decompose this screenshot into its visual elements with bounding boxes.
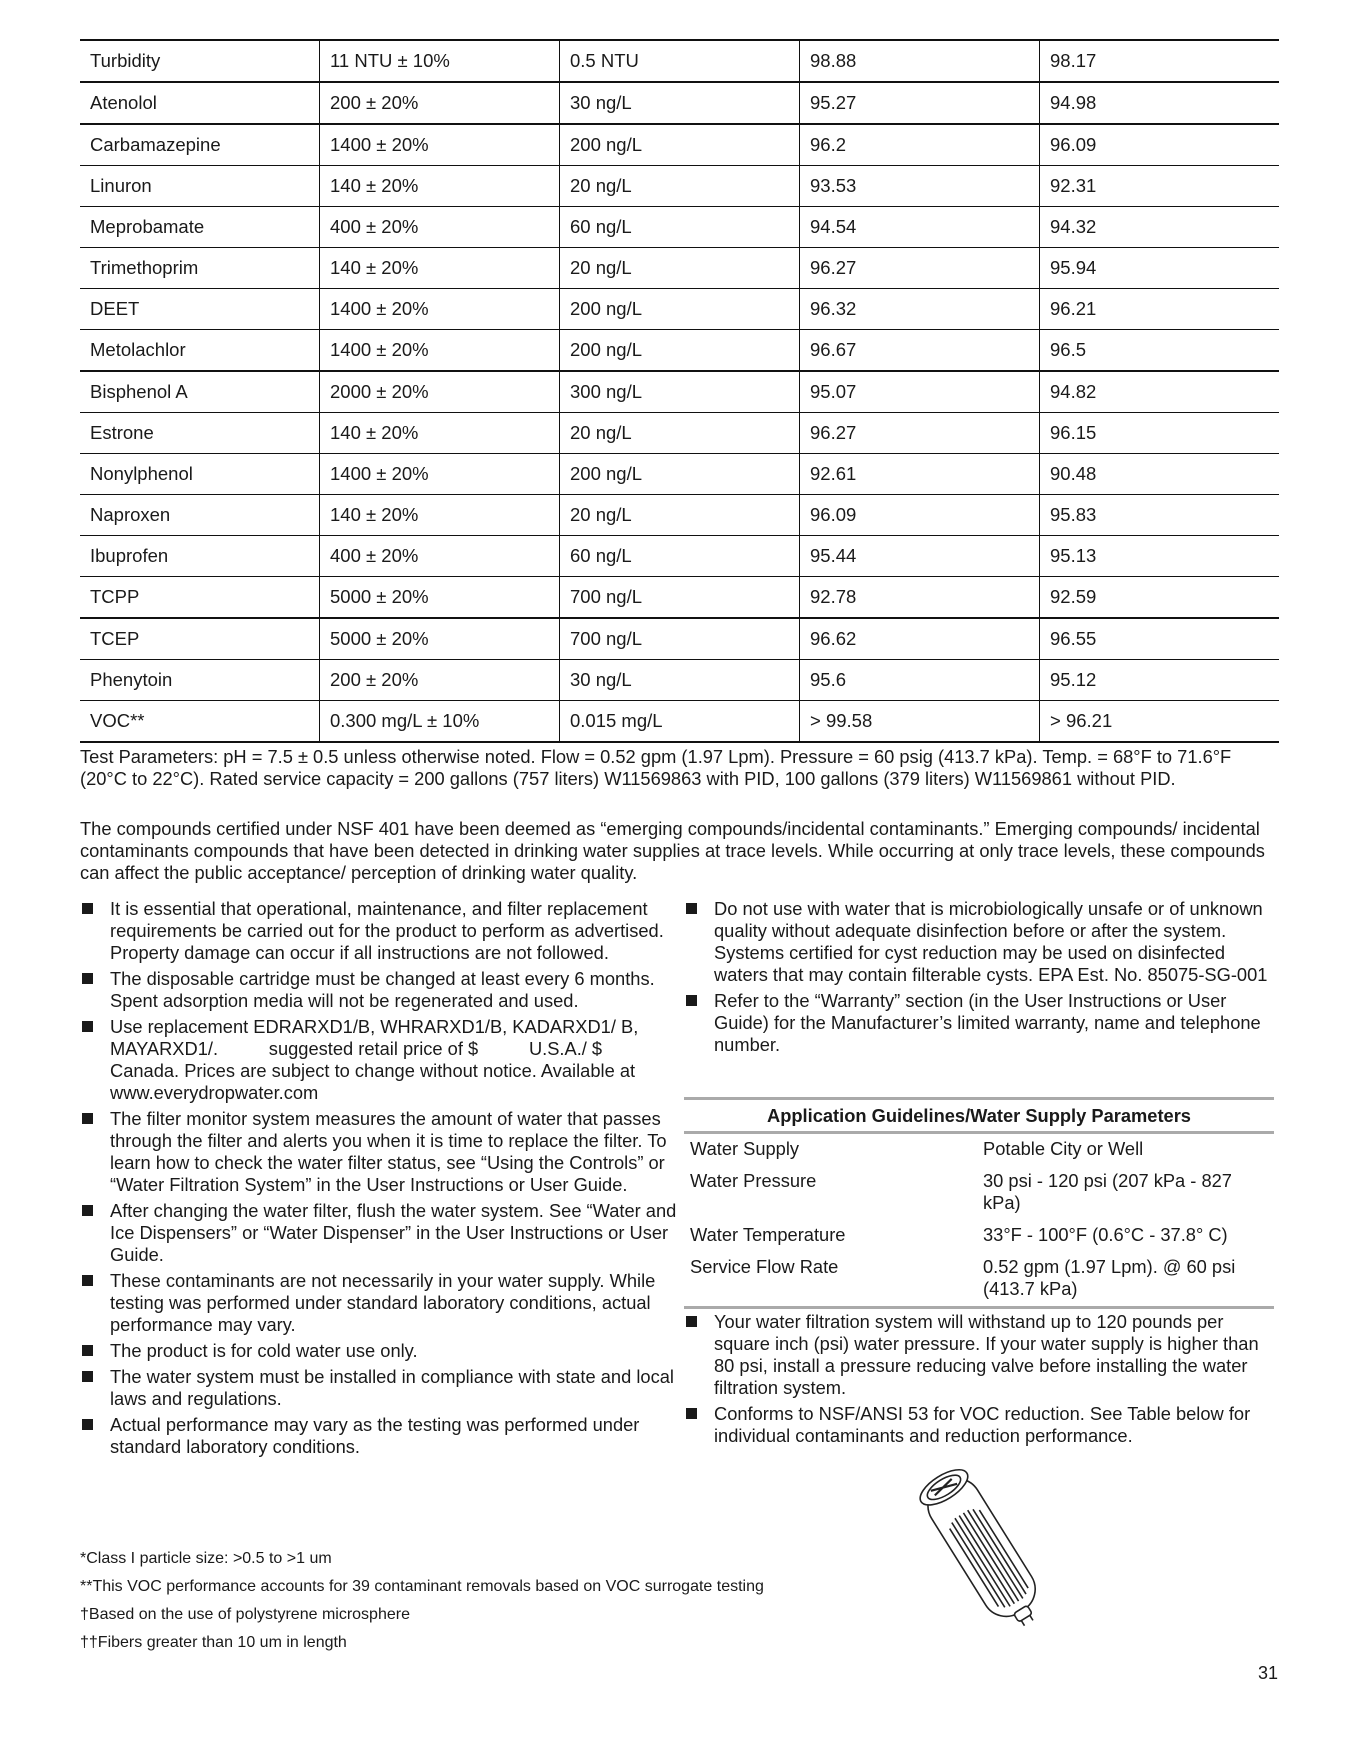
contaminant-name: Naproxen	[80, 495, 320, 536]
guideline-value: 30 psi - 120 psi (207 kPa - 827 kPa)	[983, 1170, 1232, 1213]
avg-reduction: 93.53	[800, 166, 1040, 207]
bullet-square-icon	[82, 1419, 93, 1430]
test-parameters: Test Parameters: pH = 7.5 ± 0.5 unless otherwise noted. Flow = 0.52 gpm (1.97 Lpm). Pressure = 60 psig (413.7 kPa). Temp. = 68°F to 71.6°F (20°C to 22°C). Rated service capacity = 200 gallons (757 liters) W11569863 with PID, 100 gallons (379 liters) W11569861 without PID.	[80, 746, 1232, 789]
contaminant-name: Bisphenol A	[80, 371, 320, 413]
max-effluent: 60 ng/L	[560, 536, 800, 577]
max-effluent: 200 ng/L	[560, 330, 800, 372]
min-reduction: 94.82	[1040, 371, 1280, 413]
list-item: The water system must be installed in compliance with state and local laws and regulations.	[80, 1366, 680, 1410]
avg-reduction: 98.88	[800, 40, 1040, 82]
guideline-label: Water Pressure	[690, 1170, 817, 1191]
avg-reduction: 96.09	[800, 495, 1040, 536]
max-effluent: 60 ng/L	[560, 207, 800, 248]
avg-reduction: 92.61	[800, 454, 1040, 495]
footnote: †Based on the use of polystyrene microsphere	[80, 1606, 410, 1623]
guideline-row	[684, 1134, 1274, 1166]
influent-challenge: 140 ± 20%	[320, 495, 560, 536]
influent-challenge: 5000 ± 20%	[320, 618, 560, 660]
min-reduction: 92.59	[1040, 577, 1280, 619]
contaminant-name: Estrone	[80, 413, 320, 454]
max-effluent: 20 ng/L	[560, 413, 800, 454]
min-reduction: 95.12	[1040, 660, 1280, 701]
contaminant-reduction-table	[80, 39, 1279, 743]
avg-reduction: 95.07	[800, 371, 1040, 413]
min-reduction: 96.5	[1040, 330, 1280, 372]
bullet-square-icon	[686, 1316, 697, 1327]
min-reduction: 95.94	[1040, 248, 1280, 289]
guideline-row	[684, 1166, 1274, 1220]
max-effluent: 700 ng/L	[560, 618, 800, 660]
min-reduction: 94.98	[1040, 82, 1280, 124]
contaminant-name: TCEP	[80, 618, 320, 660]
min-reduction: 96.55	[1040, 618, 1280, 660]
contaminant-name: Ibuprofen	[80, 536, 320, 577]
influent-challenge: 200 ± 20%	[320, 82, 560, 124]
max-effluent: 30 ng/L	[560, 660, 800, 701]
bullet-square-icon	[82, 973, 93, 984]
list-item: It is essential that operational, maintenance, and filter replacement requirements be carried out for the product to perform as advertised. Property damage can occur if all instructions are not followed.	[80, 898, 680, 964]
min-reduction: 96.15	[1040, 413, 1280, 454]
table-row	[80, 660, 1279, 701]
max-effluent: 20 ng/L	[560, 248, 800, 289]
table-row	[80, 124, 1279, 166]
contaminant-name: Trimethoprim	[80, 248, 320, 289]
influent-challenge: 400 ± 20%	[320, 207, 560, 248]
influent-challenge: 1400 ± 20%	[320, 330, 560, 372]
avg-reduction: 95.27	[800, 82, 1040, 124]
footnote: **This VOC performance accounts for 39 contaminant removals based on VOC surrogate testing	[80, 1578, 764, 1595]
contaminant-name: VOC**	[80, 701, 320, 743]
table-row	[80, 330, 1279, 372]
influent-challenge: 140 ± 20%	[320, 166, 560, 207]
table-row	[80, 371, 1279, 413]
influent-challenge: 140 ± 20%	[320, 248, 560, 289]
max-effluent: 700 ng/L	[560, 577, 800, 619]
list-item: Actual performance may vary as the testing was performed under standard laboratory conditions.	[80, 1414, 680, 1458]
guideline-label: Water Temperature	[690, 1224, 846, 1245]
footnote: *Class I particle size: >0.5 to >1 um	[80, 1550, 332, 1567]
table-row	[80, 82, 1279, 124]
table-row	[80, 536, 1279, 577]
influent-challenge: 2000 ± 20%	[320, 371, 560, 413]
contaminant-name: Atenolol	[80, 82, 320, 124]
right-bullet-list	[684, 898, 1282, 1060]
list-item: The disposable cartridge must be changed at least every 6 months. Spent adsorption media will not be regenerated and used.	[80, 968, 680, 1012]
list-item: The filter monitor system measures the amount of water that passes through the filter and alerts you when it is time to replace the filter. To learn how to check the water filter status, see “Using the Controls” or “Water Filtration System” in the User Instructions or User Guide.	[80, 1108, 680, 1196]
bullet-square-icon	[686, 995, 697, 1006]
table-row	[80, 289, 1279, 330]
guideline-row	[684, 1220, 1274, 1252]
avg-reduction: 94.54	[800, 207, 1040, 248]
table-row	[80, 248, 1279, 289]
bullet-square-icon	[82, 1371, 93, 1382]
max-effluent: 20 ng/L	[560, 166, 800, 207]
contaminant-name: Meprobamate	[80, 207, 320, 248]
guideline-row	[684, 1252, 1274, 1306]
avg-reduction: 95.6	[800, 660, 1040, 701]
max-effluent: 0.5 NTU	[560, 40, 800, 82]
max-effluent: 300 ng/L	[560, 371, 800, 413]
contaminant-name: Linuron	[80, 166, 320, 207]
influent-challenge: 200 ± 20%	[320, 660, 560, 701]
table-row	[80, 577, 1279, 619]
avg-reduction: > 99.58	[800, 701, 1040, 743]
avg-reduction: 96.62	[800, 618, 1040, 660]
contaminant-name: Carbamazepine	[80, 124, 320, 166]
min-reduction: 96.09	[1040, 124, 1280, 166]
bullet-square-icon	[686, 903, 697, 914]
avg-reduction: 96.32	[800, 289, 1040, 330]
guideline-label: Service Flow Rate	[690, 1256, 839, 1277]
list-item: The product is for cold water use only.	[80, 1340, 680, 1362]
table-row	[80, 454, 1279, 495]
min-reduction: 95.83	[1040, 495, 1280, 536]
table-row	[80, 618, 1279, 660]
influent-challenge: 1400 ± 20%	[320, 289, 560, 330]
right-bullet-list-lower	[684, 1311, 1282, 1451]
table-row	[80, 701, 1279, 743]
contaminant-name: Metolachlor	[80, 330, 320, 372]
min-reduction: > 96.21	[1040, 701, 1280, 743]
min-reduction: 94.32	[1040, 207, 1280, 248]
guideline-value: 33°F - 100°F (0.6°C - 37.8° C)	[983, 1224, 1228, 1245]
avg-reduction: 92.78	[800, 577, 1040, 619]
bullet-square-icon	[82, 1021, 93, 1032]
list-item: Conforms to NSF/ANSI 53 for VOC reduction. See Table below for individual contaminants and reduction performance.	[684, 1403, 1282, 1447]
min-reduction: 98.17	[1040, 40, 1280, 82]
application-guidelines-title: Application Guidelines/Water Supply Parameters	[767, 1105, 1191, 1126]
contaminant-name: Nonylphenol	[80, 454, 320, 495]
max-effluent: 20 ng/L	[560, 495, 800, 536]
contaminant-name: Turbidity	[80, 40, 320, 82]
max-effluent: 200 ng/L	[560, 454, 800, 495]
max-effluent: 30 ng/L	[560, 82, 800, 124]
contaminant-name: TCPP	[80, 577, 320, 619]
influent-challenge: 1400 ± 20%	[320, 124, 560, 166]
water-filter-cartridge-icon	[905, 1445, 1055, 1645]
bullet-square-icon	[82, 1345, 93, 1356]
contaminant-name: DEET	[80, 289, 320, 330]
list-item: Refer to the “Warranty” section (in the User Instructions or User Guide) for the Manufacturer’s limited warranty, name and telephone number.	[684, 990, 1282, 1056]
footnote: ††Fibers greater than 10 um in length	[80, 1634, 347, 1651]
avg-reduction: 96.27	[800, 413, 1040, 454]
avg-reduction: 96.2	[800, 124, 1040, 166]
bullet-square-icon	[686, 1408, 697, 1419]
avg-reduction: 95.44	[800, 536, 1040, 577]
list-item: Do not use with water that is microbiologically unsafe or of unknown quality without adequate disinfection before or after the system. Systems certified for cyst reduction may be used on disinfected waters that may contain filterable cysts. EPA Est. No. 85075-SG-001	[684, 898, 1282, 986]
table-row	[80, 40, 1279, 82]
influent-challenge: 140 ± 20%	[320, 413, 560, 454]
nsf401-note: The compounds certified under NSF 401 have been deemed as “emerging compounds/incidental contaminants.” Emerging compounds/ incidental contaminants compounds that have been detected in drinking water supplies at trace levels. While occurring at only trace levels, these compounds can affect the public acceptance/ perception of drinking water quality.	[80, 818, 1265, 883]
table-row	[80, 413, 1279, 454]
bullet-square-icon	[82, 1113, 93, 1124]
influent-challenge: 0.300 mg/L ± 10%	[320, 701, 560, 743]
avg-reduction: 96.27	[800, 248, 1040, 289]
list-item: Your water filtration system will withstand up to 120 pounds per square inch (psi) water pressure. If your water supply is higher than 80 psi, install a pressure reducing valve before installing the water filtration system.	[684, 1311, 1282, 1399]
influent-challenge: 1400 ± 20%	[320, 454, 560, 495]
divider	[684, 1306, 1274, 1309]
table-row	[80, 207, 1279, 248]
list-item: These contaminants are not necessarily in your water supply. While testing was performed under standard laboratory conditions, actual performance may vary.	[80, 1270, 680, 1336]
max-effluent: 200 ng/L	[560, 124, 800, 166]
influent-challenge: 5000 ± 20%	[320, 577, 560, 619]
application-guidelines-table	[684, 1097, 1274, 1309]
avg-reduction: 96.67	[800, 330, 1040, 372]
bullet-square-icon	[82, 1205, 93, 1216]
contaminant-name: Phenytoin	[80, 660, 320, 701]
min-reduction: 92.31	[1040, 166, 1280, 207]
table-row	[80, 166, 1279, 207]
bullet-square-icon	[82, 1275, 93, 1286]
page-number: 31	[1258, 1663, 1279, 1683]
min-reduction: 95.13	[1040, 536, 1280, 577]
min-reduction: 90.48	[1040, 454, 1280, 495]
min-reduction: 96.21	[1040, 289, 1280, 330]
list-item: Use replacement EDRARXD1/B, WHRARXD1/B, KADARXD1/ B, MAYARXD1/. suggested retail price of $ U.S.A./ $ Canada. Prices are subject to change without notice. Available at www.everydropwater.com	[80, 1016, 680, 1104]
influent-challenge: 11 NTU ± 10%	[320, 40, 560, 82]
table-row	[80, 495, 1279, 536]
guideline-label: Water Supply	[690, 1138, 800, 1159]
influent-challenge: 400 ± 20%	[320, 536, 560, 577]
list-item: After changing the water filter, flush the water system. See “Water and Ice Dispensers” or “Water Dispenser” in the User Instructions or User Guide.	[80, 1200, 680, 1266]
max-effluent: 0.015 mg/L	[560, 701, 800, 743]
max-effluent: 200 ng/L	[560, 289, 800, 330]
bullet-square-icon	[82, 903, 93, 914]
guideline-value: 0.52 gpm (1.97 Lpm). @ 60 psi (413.7 kPa)	[983, 1256, 1236, 1299]
guideline-value: Potable City or Well	[983, 1138, 1144, 1159]
left-bullet-list	[80, 898, 680, 1462]
